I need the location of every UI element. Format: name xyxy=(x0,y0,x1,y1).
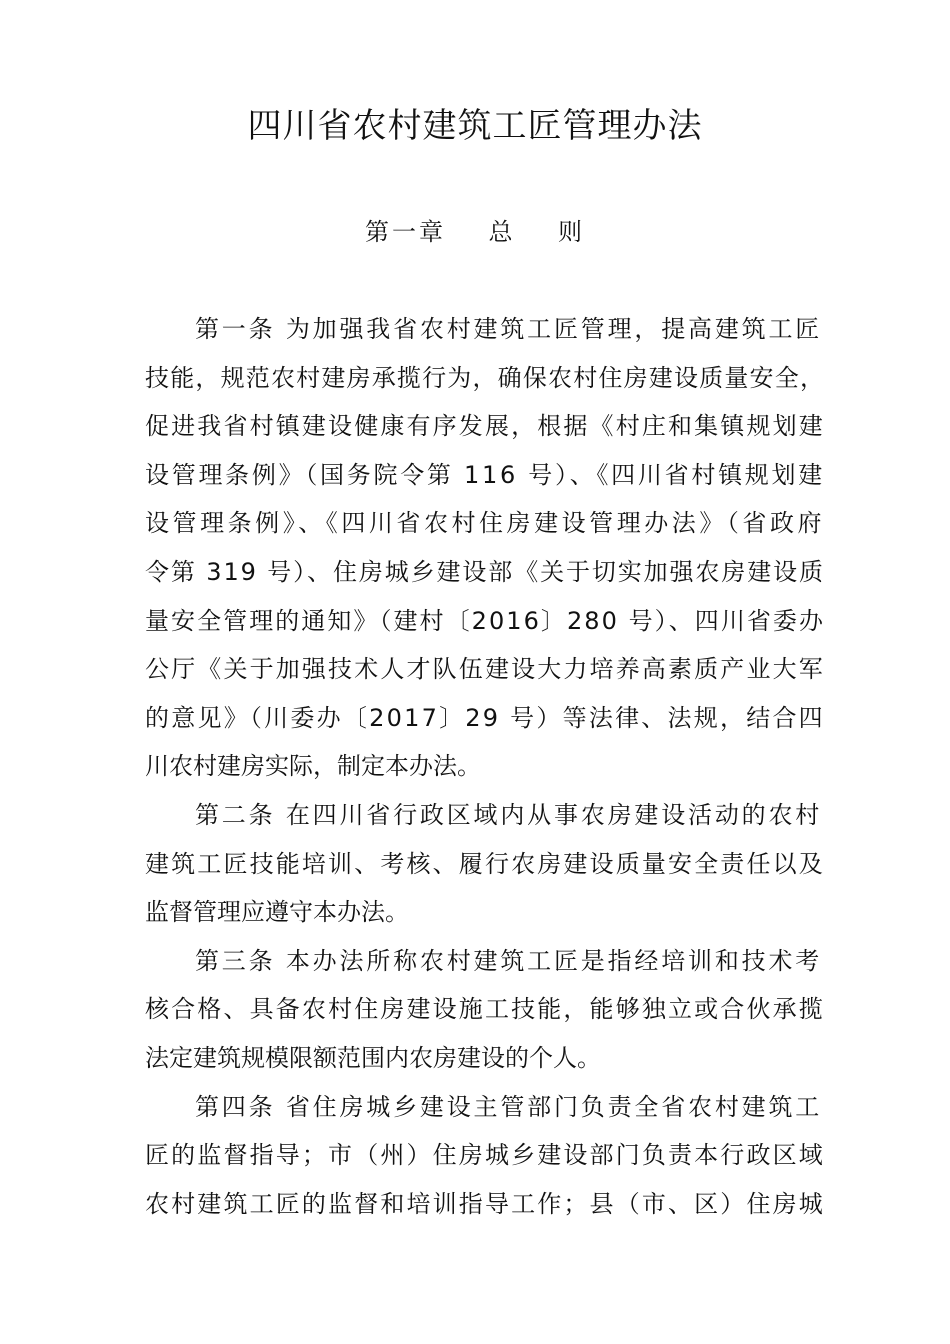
text-line: 监督管理应遵守本办法。 xyxy=(145,898,409,927)
text-line: 法定建筑规模限额范围内农房建设的个人。 xyxy=(145,1043,601,1072)
text-line: 设管理条例》（国务院令第 116 号）、《四川省村镇规划建 xyxy=(145,460,825,489)
text-line: 设管理条例》、《四川省农村住房建设管理办法》（省政府 xyxy=(145,509,826,538)
text-line: 匠的监督指导；市（州）住房城乡建设部门负责本行政区域 xyxy=(145,1141,825,1170)
text-line: 农村建筑工匠的监督和培训指导工作；县（市、区）住房城 xyxy=(145,1189,825,1218)
text-line: 第四条 省住房城乡建设主管部门负责全省农村建筑工 xyxy=(195,1092,823,1121)
document-body xyxy=(145,305,825,1228)
text-line: 川农村建房实际，制定本办法。 xyxy=(145,752,481,781)
chapter-heading: 第一章 总 则 xyxy=(364,218,586,246)
text-line: 技能，规范农村建房承揽行为，确保农村住房建设质量安全， xyxy=(145,363,826,392)
text-line: 量安全管理的通知》（建村〔2016〕280 号）、四川省委办 xyxy=(145,606,826,635)
text-line: 公厅《关于加强技术人才队伍建设大力培养高素质产业大军 xyxy=(145,655,825,684)
text-line: 令第 319 号）、住房城乡建设部《关于切实加强农房建设质 xyxy=(145,557,825,586)
text-line: 的意见》（川委办〔2017〕29 号）等法律、法规，结合四 xyxy=(145,703,825,732)
text-line: 核合格、具备农村住房建设施工技能，能够独立或合伙承揽 xyxy=(145,995,825,1024)
text-line: 第三条 本办法所称农村建筑工匠是指经培训和技术考 xyxy=(195,946,823,975)
text-line: 促进我省村镇建设健康有序发展，根据《村庄和集镇规划建 xyxy=(145,412,825,441)
text-line: 第二条 在四川省行政区域内从事农房建设活动的农村 xyxy=(195,800,823,829)
text-line: 建筑工匠技能培训、考核、履行农房建设质量安全责任以及 xyxy=(145,849,825,878)
document-title: 四川省农村建筑工匠管理办法 xyxy=(247,106,703,146)
text-line: 第一条 为加强我省农村建筑工匠管理，提高建筑工匠 xyxy=(195,315,823,343)
